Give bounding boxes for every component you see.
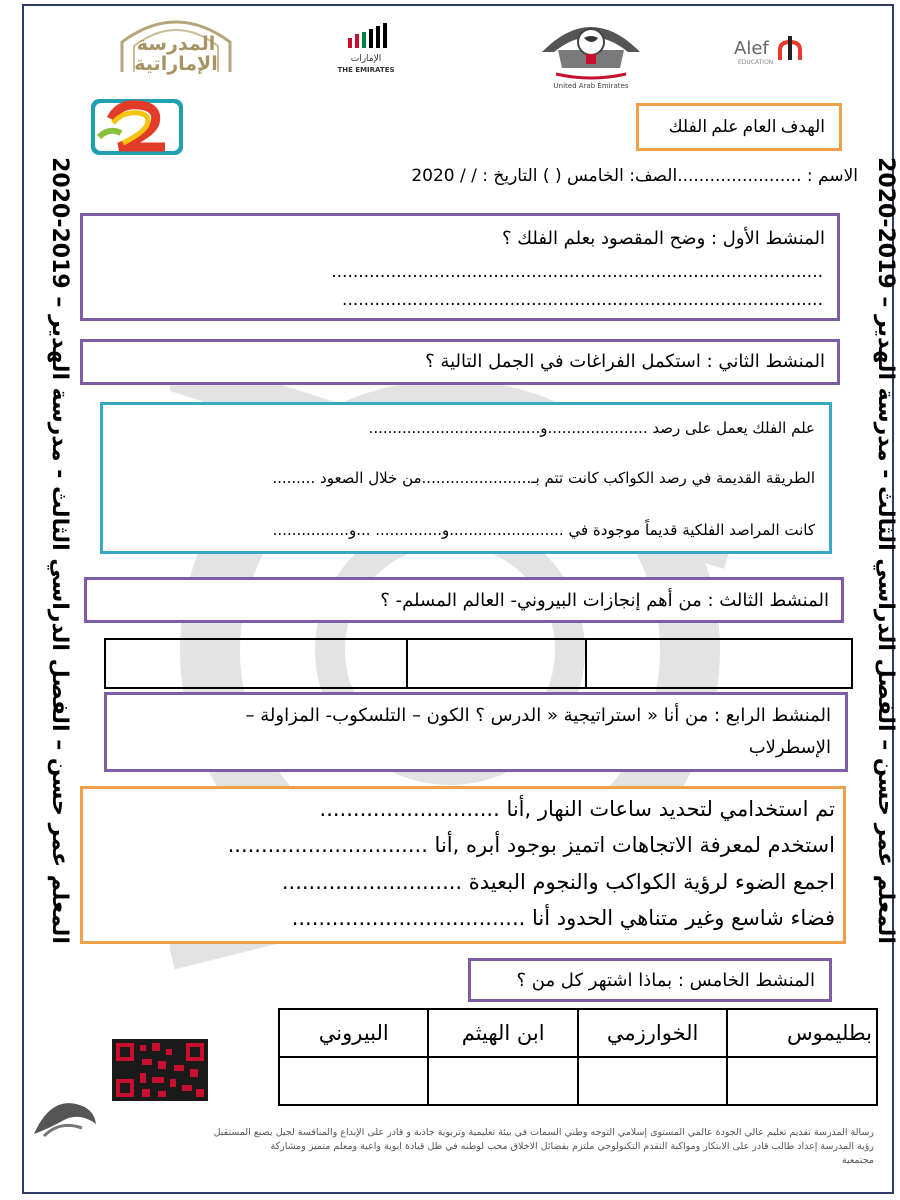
right-side-text: المعلم عمر حسن – الفصل الدراسي الثالث - مدرسة الهدير – 2019-2020 <box>872 156 898 944</box>
activity-3-box <box>84 577 844 623</box>
sentence-1[interactable]: علم الفلك يعمل على رصد .....................و.................................... <box>368 419 815 437</box>
answer-cell[interactable] <box>727 1057 877 1105</box>
activity-1-box <box>80 213 840 321</box>
riddle-3[interactable]: اجمع الضوء لرؤية الكواكب والنجوم البعيدة ........................... <box>281 870 835 894</box>
activity-5-box <box>468 958 832 1002</box>
answer-cell[interactable] <box>428 1057 577 1105</box>
the-emirates-en: THE EMIRATES <box>337 66 395 74</box>
riddle-4[interactable]: فضاء شاسع وغير متناهي الحدود أنا ................................... <box>291 906 835 930</box>
header-ptolemy: بطليموس <box>727 1009 877 1057</box>
header-biruni: البيروني <box>279 1009 428 1057</box>
left-side-text: المعلم عمر حسن – الفصل الدراسي الثالث - مدرسة الهدير – 2019-2020 <box>46 156 72 944</box>
activity-3-title: المنشط الثالث : من أهم إنجازات البيروني- العالم المسلم- ؟ <box>380 590 829 611</box>
channel-2-logo <box>89 97 185 157</box>
activity-1-title: المنشط الأول : وضح المقصود بعلم الفلك ؟ <box>501 228 825 249</box>
answer-cell[interactable] <box>407 639 586 688</box>
student-info-line: الاسم : .......................الصف: الخامس ( ) التاريخ : / / 2020 <box>411 166 858 186</box>
activity-2-box <box>80 339 840 385</box>
sentence-2[interactable]: الطريقة القديمة في رصد الكواكب كانت تتم بـ.......................من خلال الصعود ......... <box>272 469 815 487</box>
answer-line-2[interactable]: ......................................................................................... <box>342 290 823 310</box>
qr-code-icon <box>112 1039 208 1101</box>
activity-3-table <box>104 638 853 689</box>
uae-emblem <box>532 12 650 92</box>
answer-cell[interactable] <box>586 639 852 688</box>
answer-line-1[interactable]: ........................................................................................... <box>331 262 823 282</box>
sentence-3[interactable]: كانت المراصد الفلكية قديماً موجودة في ........................و.............. ...و................ <box>272 521 815 539</box>
riddle-2[interactable]: استخدم لمعرفة الاتجاهات اتميز بوجود أبره ,أنا .............................. <box>227 833 835 857</box>
school-vision-end: مجتمعية <box>841 1155 874 1166</box>
riddles-box <box>80 786 846 944</box>
emirates-school-logo <box>112 6 240 74</box>
activity-5-title: المنشط الخامس : بماذا اشتهر كل من ؟ <box>516 970 815 991</box>
activity-4-title-line-1: المنشط الرابع : من أنا « استراتيجية « الدرس ؟ الكون – التلسكوب- المزاولة – <box>245 705 831 726</box>
uae-name: United Arab Emirates <box>553 82 629 90</box>
activity-2-title: المنشط الثاني : استكمل الفراغات في الجمل التالية ؟ <box>425 351 825 372</box>
fill-blanks-box <box>100 402 832 554</box>
header-khwarizmi: الخوارزمي <box>578 1009 728 1057</box>
header-ibn-al-haytham: ابن الهيثم <box>428 1009 577 1057</box>
activity-4-title-line-2: الإسطرلاب <box>748 737 831 758</box>
alef-mark-icon <box>776 36 804 64</box>
footer <box>74 1126 874 1168</box>
the-emirates-logo <box>326 22 406 80</box>
activity-4-box <box>104 692 848 772</box>
scientists-table <box>278 1008 878 1106</box>
answer-cell[interactable] <box>578 1057 728 1105</box>
alef-text: Alef <box>734 38 769 59</box>
answer-cell[interactable] <box>105 639 407 688</box>
alef-sub: EDUCATION <box>738 59 774 66</box>
objective-box <box>636 103 842 151</box>
alef-education-logo <box>734 38 804 70</box>
riddle-1[interactable]: تم استخدامي لتحديد ساعات النهار ,أنا ........................... <box>319 797 835 821</box>
school-mission: رسالة المدرسة تقديم تعليم عالي الجودة عالمي المستوى إسلامي التوجه وطني السمات في بيئة تعليمية وتربوية جاذبة و قادر على الإبداع والمنافسة لجيل يصنع المستقبل <box>213 1127 874 1138</box>
school-name: المدرسة الإماراتية <box>134 33 218 75</box>
school-vision: رؤية المدرسة إعداد طالب قادر على الابتكار ومواكبة التقدم التكنولوجي ملتزم بفضائل الاخلاق محب لوطنه في ظل قيادة ابوية واعية ومعلم متميز ومشاركة <box>270 1141 874 1152</box>
the-emirates-ar: الإمارات <box>350 54 382 64</box>
answer-cell[interactable] <box>279 1057 428 1105</box>
objective-text: الهدف العام علم الفلك <box>668 117 825 136</box>
